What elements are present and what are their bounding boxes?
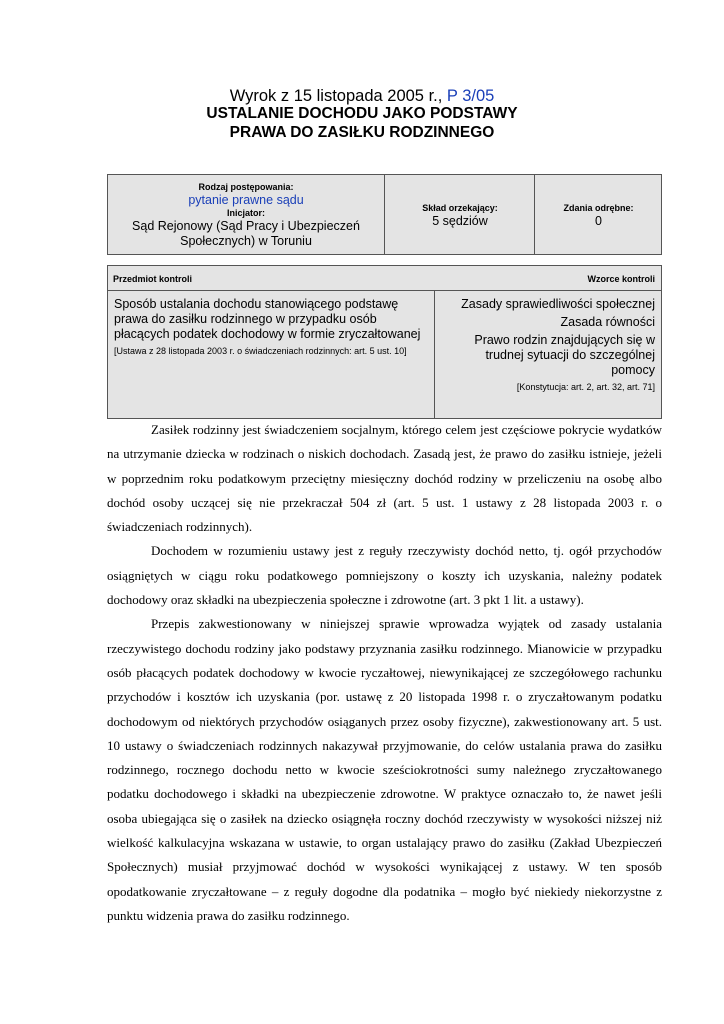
dissent-cell (535, 203, 662, 229)
dissent-label: Zdania odrębne: (563, 203, 634, 213)
subject-line-1: USTALANIE DOCHODU JAKO PODSTAWY (206, 105, 518, 122)
subject-cell (114, 297, 430, 357)
subject-line-2: PRAWA DO ZASIŁKU RODZINNEGO (229, 124, 495, 141)
pattern-item: Prawo rodzin znajdujących się w trudnej sytuacji do szczególnej pomocy (474, 333, 655, 377)
subject-header: Przedmiot kontroli (113, 274, 193, 284)
case-number: P 3/05 (446, 87, 495, 105)
subject-reference: [Ustawa z 28 listopada 2003 r. o świadczeniach rodzinnych: art. 5 ust. 10] (114, 346, 407, 356)
initiator-label: Inicjator: (226, 208, 265, 218)
pattern-item: Zasady sprawiedliwości społecznej (461, 297, 655, 311)
divider (434, 291, 435, 418)
proceeding-cell (108, 182, 384, 249)
pattern-item: Zasada równości (560, 315, 655, 329)
patterns-header: Wzorce kontroli (587, 274, 655, 284)
initiator-value: Sąd Rejonowy (Sąd Pracy i Ubezpieczeń Społecznych) w Toruniu (132, 219, 360, 248)
proceeding-value: pytanie prawne sądu (188, 193, 304, 207)
control-table-header (107, 265, 662, 291)
paragraph: Dochodem w rozumieniu ustawy jest z reguły rzeczywisty dochód netto, tj. ogół przychodów osiągniętych w ciągu roku podatkowego pomniejszony o koszty ich uzyskania, należny podatek dochodowy oraz składki na ubezpieczenia społeczne i zdrowotne (art. 3 pkt 1 lit. a ustawy). (107, 543, 662, 608)
judgment-subject (0, 104, 724, 142)
bench-label: Skład orzekający: (422, 203, 498, 213)
judgment-title (0, 86, 724, 106)
dissent-value: 0 (595, 214, 602, 228)
body-text (107, 418, 662, 928)
subject-text: Sposób ustalania dochodu stanowiącego podstawę prawa do zasiłku rodzinnego w przypadku osób płacących podatek dochodowy w formie zryczałtowanej (114, 297, 421, 341)
case-info-table (107, 174, 662, 255)
control-table-body (107, 290, 662, 419)
bench-cell (385, 203, 535, 229)
bench-value: 5 sędziów (432, 214, 488, 228)
patterns-cell (439, 297, 655, 393)
patterns-reference: [Konstytucja: art. 2, art. 32, art. 71] (516, 382, 655, 392)
judgment-date: Wyrok z 15 listopada 2005 r., (229, 87, 447, 105)
paragraph: Przepis zakwestionowany w niniejszej sprawie wprowadza wyjątek od zasady ustalania rzeczywistego dochodu rodziny jako podstawy przyznania zasiłku rodzinnego. Mianowicie w przypadku osób płacących podatek dochodowy w kwocie ryczałtowej, niewynikającej ze szczegółowego rachunku przychodów i kosztów ich uzyskania (por. ustawę z 20 listopada 1998 r. o zryczałtowanym podatku dochodowym od niektórych przychodów osiąganych przez osoby fizyczne), zakwestionowany art. 5 ust. 10 ustawy o świadczeniach rodzinnych nakazywał przyjmowanie, do celów ustalania prawa do zasiłku rodzinnego, rocznego dochodu netto w kwocie sześciokrotności sumy należnego zryczałtowanego podatku dochodowego i składki na ubezpieczenie zdrowotne. W praktyce oznaczało to, że nawet jeśli osoba ubiegająca się o zasiłek na dziecko osiągnęła roczny dochód rzeczywisty w wysokości niższej niż wielkość kalkulacyjna wskazana w ustawie, to organ ustalający prawo do zasiłku (Zakład Ubezpieczeń Społecznych) musiał przyjmować dochód w wysokości wynikającej z ustawy. W ten sposób opodatkowanie zryczałtowane – z reguły dogodne dla podatnika – mogło być niekiedy niekorzystne z punktu widzenia prawa do zasiłku rodzinnego. (107, 616, 662, 923)
proceeding-label: Rodzaj postępowania: (198, 182, 294, 192)
paragraph: Zasiłek rodzinny jest świadczeniem socjalnym, którego celem jest częściowe pokrycie wydatków na utrzymanie dziecka w rodzinach o niskich dochodach. Zasadą jest, że prawo do zasiłku istnieje, jeżeli w poprzednim roku podatkowym przeciętny miesięczny dochód rodziny w przeliczeniu na osobę albo dochód osoby uczącej się nie przekraczał 504 zł (art. 5 ust. 1 ustawy z 28 listopada 2003 r. o świadczeniach rodzinnych). (107, 422, 662, 535)
